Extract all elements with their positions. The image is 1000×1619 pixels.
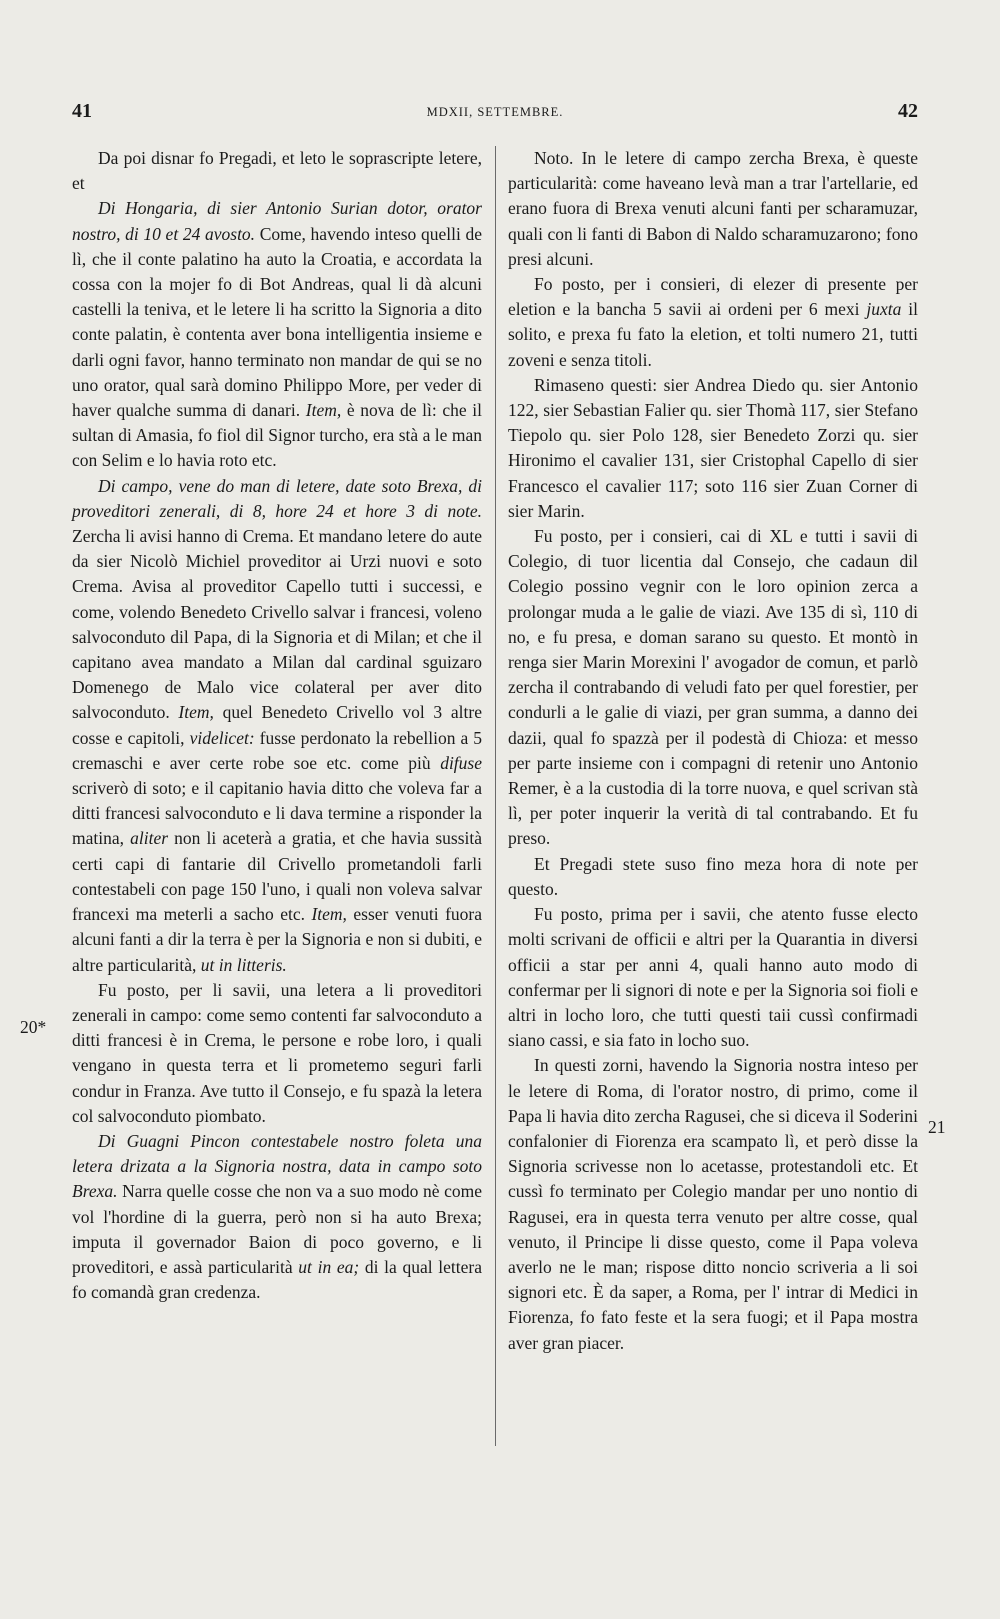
paragraph: [508, 146, 918, 272]
text: fusse perdonato la rebellion a 5 cremaschi e aver certe robe soe etc. come più: [72, 727, 482, 773]
paragraph: [508, 272, 918, 373]
text: Da poi disnar fo Pregadi, et leto le soprascripte letere, et: [72, 148, 482, 194]
italic-heading: Di Guagni Pincon contestabele nostro foleta una letera drizata a la Signoria nostra, data in campo soto Brexa.: [72, 1130, 482, 1202]
text: In questi zorni, havendo la Signoria nostra inteso per le letere di Roma, di l'orator nostro, di primo, come il Papa li havia dito zercha Ragusei, che si diceva il Soderini confalonier di Fiorenza era scampato lì, et però disse la Signoria scrivesse non lo acetasse, protestandoli etc. Et cussì fo terminato per Colegio mandar per uno nontio di Ragusei, era in questa terra venuto per altre cosse, qual venuto, il Principe li disse questo, come il Papa voleva averlo ne le man; rispose ditto noncio scriveria a li soi signori etc. È da saper, a Roma, per l' intrar di Medici in Fiorenza, fo fato feste et la sera fuogi; et il Papa mostra aver gran piacer.: [508, 1055, 918, 1353]
right-column: [508, 146, 918, 1356]
italic-text: ut in ea;: [298, 1256, 360, 1277]
text: il solito, e prexa fu fato la eletion, et tolti numero 21, tutti zoveni e senza titoli.: [508, 299, 918, 370]
italic-text: ut in litteris.: [200, 954, 287, 975]
paragraph: [508, 852, 918, 902]
italic-text: Item,: [305, 400, 342, 421]
paragraph: [72, 1129, 482, 1305]
italic-text: Item,: [311, 904, 347, 925]
text: quel Benedeto Crivello vol 3 altre cosse e capitoli,: [72, 702, 482, 748]
page-header: [72, 100, 918, 134]
paragraph: [72, 196, 482, 473]
paragraph: [72, 474, 482, 978]
italic-text: difuse: [440, 752, 482, 773]
italic-heading: Di campo, vene do man di letere, date soto Brexa, di proveditori zenerali, di 8, hore 24 et hore 3 di note.: [72, 475, 482, 521]
italic-heading: Di Hongaria, di sier Antonio Surian dotor, orator nostro, di 10 et 24 avosto.: [72, 198, 482, 244]
column-divider: [495, 146, 496, 1446]
running-title: MDXII, SETTEMBRE.: [426, 105, 564, 119]
text: Zercha li avisi hanno di Crema. Et mandano letere do aute da sier Nicolò Michiel proveditor ai Urzi nuovi e soto Crema. Avisa al proveditor Capello tutti i successi, e come, volendo Benedeto Crivello salvar i francesi, voleno salvoconduto dil Papa, di la Signoria et di Milan; et che il capitano avea mandato a Milan dal cardinal sguizaro Domenego de Malo vice colateral per aver dito salvoconduto.: [72, 526, 482, 723]
paragraph: [508, 1053, 918, 1355]
text: Fu posto, per li savii, una letera a li proveditori zenerali in campo: come semo contenti far salvoconduto a ditti francesi è in Crema, le persone e robe loro, i quali vengano in questa terra et li prometemo seguri farli condur in Franza. Ave tutto il Consejo, e fu spazà la letera col salvoconduto piombato.: [72, 979, 482, 1126]
text: non li aceterà a gratia, et che havia sussità certi capi di fantarie dil Crivello prometandoli farli contestabeli con page 150 l'uno, i quali non voleva salvar francexi ma meterli a sacho etc.: [72, 828, 482, 925]
italic-text: videlicet:: [189, 727, 255, 748]
paragraph: [72, 978, 482, 1129]
text: Fo posto, per i consieri, di elezer di presente per eletion e la bancha 5 savii ai ordeni per 6 mexi: [508, 274, 918, 320]
margin-note-right: 21: [928, 1117, 946, 1137]
text: esser venuti fuora alcuni fanti a dir la terra è per la Signoria e non si dubiti, e altre particularità,: [72, 904, 482, 975]
italic-text: juxta: [866, 299, 902, 320]
italic-text: aliter: [130, 828, 169, 849]
page-number-right: 42: [898, 100, 918, 122]
paragraph: [72, 146, 482, 196]
margin-note-left: 20*: [20, 1017, 47, 1037]
text: Narra quelle cosse che non va a suo modo nè come vol l'hordine di la guerra, però non si ha auto Brexa; imputa il governador Baion di poco governo, e li proveditori, e assà particularità: [72, 1181, 482, 1277]
text: Rimaseno questi: sier Andrea Diedo qu. sier Antonio 122, sier Sebastian Falier qu. sier Thomà 117, sier Stefano Tiepolo qu. sier Polo 128, sier Benedeto Zorzi qu. sier Hironimo el cavalier 131, sier Cristophal Capello di sier Francesco el cavalier 117; soto 116 sier Zuan Corner di sier Marin.: [508, 374, 918, 521]
paragraph: [508, 902, 918, 1053]
text: di la qual lettera fo comandà gran credenza.: [72, 1256, 482, 1303]
italic-text: Item,: [178, 702, 214, 723]
paragraph: [508, 524, 918, 852]
left-column: [72, 146, 482, 1305]
page-number-left: 41: [72, 100, 92, 122]
text: Noto. In le letere di campo zercha Brexa, è queste particularità: come haveano levà man a trar l'artellarie, ed erano fuora di Brexa venuti alcuni fanti per scharamuzar, quali con li fanti di Babon di Naldo scharamuzarono; fono presi alcuni.: [508, 148, 918, 269]
text: Fu posto, prima per i savii, che atento fusse electo molti scrivani de officii e altri per la Quarantia in diversi officii a star per anni 4, quali hanno auto modo di confermar per li signori di note e per la Signoria soi fioli e altri in locho loro, che tutti questi taii cussì confirmadi siano cassi, e sia fato in locho suo.: [508, 904, 918, 1051]
text: Come, havendo inteso quelli de lì, che il conte palatino ha auto la Croatia, e accordata la cossa con la mojer fo di Bot Andreas, qual li dà alcuni castelli la teniva, et le letere li ha scritto la Signoria a dito conte palatin, è contenta aver bona intelligentia insieme e darli ogni favor, hanno terminato non mandar de qui se no uno orator, qual sarà domino Philippo More, per veder di haver qualche summa di danari.: [72, 223, 482, 421]
text: Fu posto, per i consieri, cai di XL e tutti i savii di Colegio, di tuor licentia dal Consejo, che cadaun dil Colegio possino vegnir con le loro opinion zerca a prolongar muda a le galie de viazi. Ave 135 di sì, 110 di no, e fu presa, e doman sarano su questo. Et montò in renga sier Marin Morexini l' avogador de comun, et parlò zercha il contrabando di veludi fato per quel forestier, per condurli a le galie di viazi, per gran summa, a danno dei dazii, qual fo spazzà per il podestà di Chioza: et messo per parte insieme con i compagni di retenir uno Antonio Remer, è a la custodia di la torre nuova, e quel scrivan stà lì, per poter inquerir la verità di tal contrabando. Et fu preso.: [508, 526, 918, 849]
paragraph: [508, 373, 918, 524]
text: scriverò di soto; e il capitanio havia ditto che voleva far a ditti francesi salvoconduto e li dava termine a risponder la matina,: [72, 778, 482, 849]
text: Et Pregadi stete suso fino meza hora di note per questo.: [508, 853, 918, 899]
text: è nova de lì: che il sultan di Amasia, fo fiol dil Signor turcho, era stà a le man con Selim e lo havia roto etc.: [72, 400, 482, 471]
